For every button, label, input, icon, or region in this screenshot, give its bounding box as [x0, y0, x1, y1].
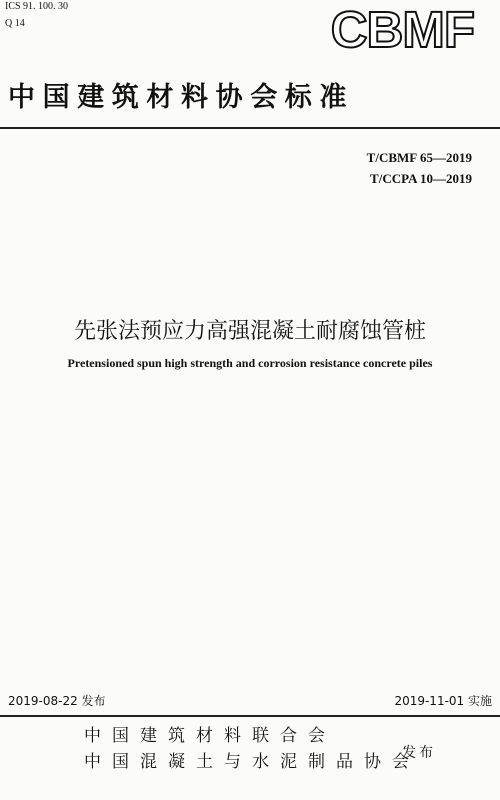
- cbmf-logo: CBMF: [330, 1, 474, 58]
- header-divider: [0, 127, 500, 129]
- issue-label: 发布: [402, 745, 436, 761]
- ics-number: ICS 91. 100. 30: [5, 1, 69, 12]
- standard-code-cbmf: T/CBMF 65—2019: [366, 150, 472, 165]
- classification-code: Q 14: [5, 18, 25, 29]
- issuer-federation: 中国建筑材料联合会: [84, 726, 336, 746]
- standard-code-ccpa: T/CCPA 10—2019: [370, 171, 472, 186]
- association-standard-heading: 中国建筑材料协会标准: [8, 82, 354, 113]
- document-title-english: Pretensioned spun high strength and corrosion resistance concrete piles: [67, 356, 433, 370]
- footer-divider: [0, 715, 500, 717]
- publish-date: 2019-08-22 发布: [8, 694, 106, 708]
- issuer-concrete-association: 中国混凝土与水泥制品协会: [84, 752, 420, 772]
- implementation-date: 2019-11-01 实施: [394, 694, 492, 708]
- document-title-chinese: 先张法预应力高强混凝土耐腐蚀管桩: [73, 319, 426, 344]
